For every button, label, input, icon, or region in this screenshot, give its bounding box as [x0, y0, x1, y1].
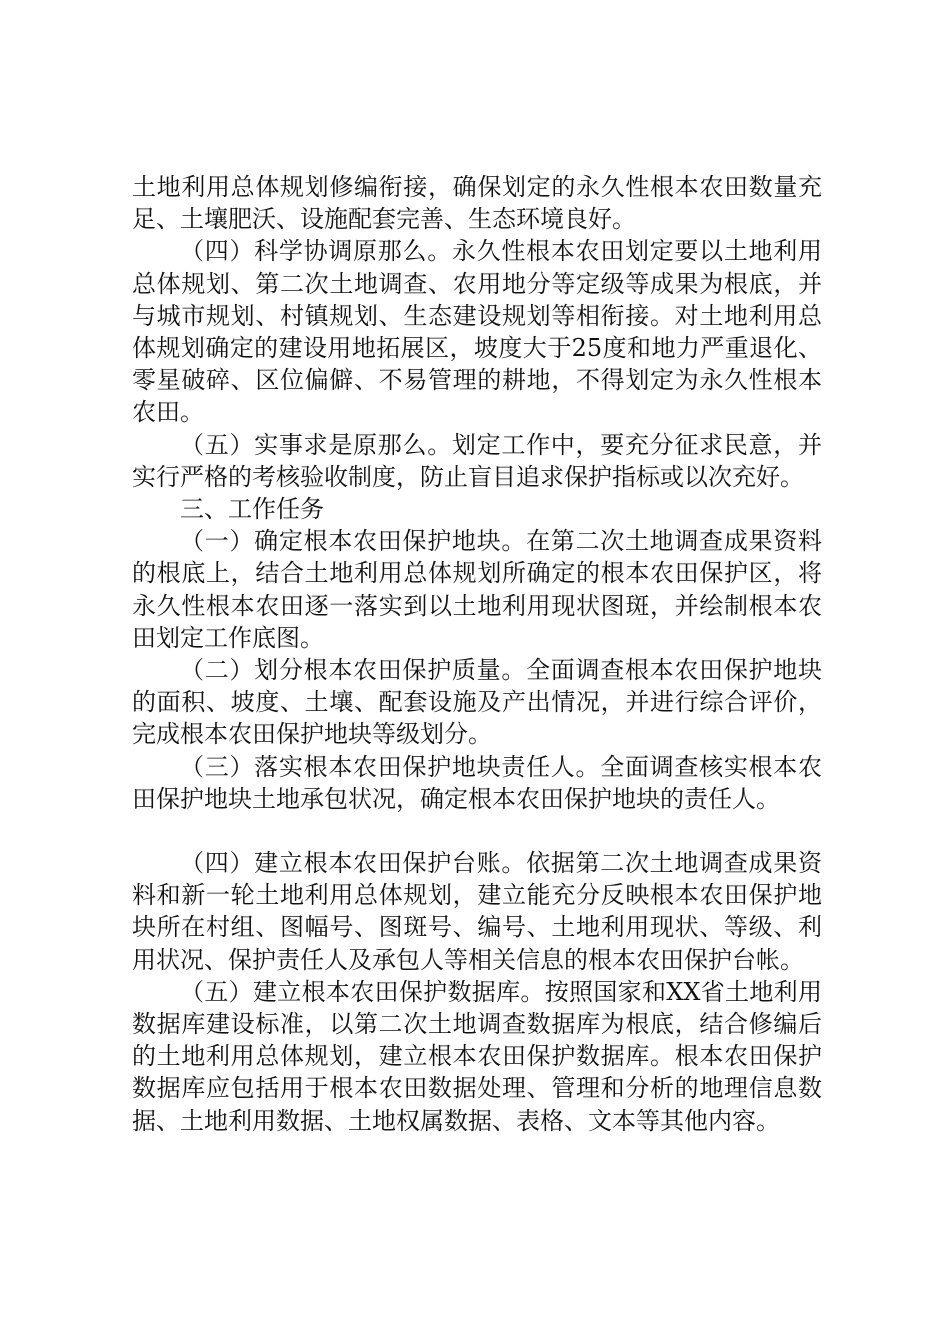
paragraph-continuation: 土地利用总体规划修编衔接，确保划定的永久性根本农田数量充足、土壤肥沃、设施配套完善、生态环境良好。 — [132, 173, 822, 234]
paragraph-principle-4: （四）科学协调原那么。永久性根本农田划定要以土地利用总体规划、第二次土地调查、农用地分等定级等成果为根底，并与城市规划、村镇规划、生态建设规划等相衔接。对土地利用总体规划确定的建设用地拓展区，坡度大于25度和地力严重退化、零星破碎、区位偏僻、不易管理的耕地，不得划定为永久性根本农田。 — [132, 237, 822, 427]
paragraph-task-4: （四）建立根本农田保护台账。依据第二次土地调查成果资料和新一轮土地利用总体规划，建立能充分反映根本农田保护地块所在村组、图幅号、图斑号、编号、土地利用现状、等级、利用状况、保护责任人及承包人等相关信息的根本农田保护台帐。 — [132, 849, 822, 974]
paragraph-principle-5: （五）实事求是原那么。划定工作中，要充分征求民意，并实行严格的考核验收制度，防止盲目追求保护指标或以次充好。 — [132, 430, 822, 491]
paragraph-task-5: （五）建立根本农田保护数据库。按照国家和XX省土地利用数据库建设标准，以第二次土地调查数据库为根底，结合修编后的土地利用总体规划，建立根本农田保护数据库。根本农田保护数据库应包括用于根本农田数据处理、管理和分析的地理信息数据、土地利用数据、土地权属数据、表格、文本等其他内容。 — [132, 977, 822, 1135]
document-body — [132, 171, 822, 1137]
section-heading-tasks: 三、工作任务 — [180, 495, 324, 524]
paragraph-task-3: （三）落实根本农田保护地块责任人。全面调查核实根本农田保护地块土地承包状况，确定根本农田保护地块的责任人。 — [132, 752, 822, 813]
paragraph-task-2: （二）划分根本农田保护质量。全面调查根本农田保护地块的面积、坡度、土壤、配套设施及产出情况，并进行综合评价，完成根本农田保护地块等级划分。 — [132, 656, 822, 749]
paragraph-gap — [132, 815, 822, 847]
paragraph-task-1: （一）确定根本农田保护地块。在第二次土地调查成果资料的根底上，结合土地利用总体规划所确定的根本农田保护区，将永久性根本农田逐一落实到以土地利用现状图斑，并绘制根本农田划定工作底图。 — [132, 527, 822, 652]
